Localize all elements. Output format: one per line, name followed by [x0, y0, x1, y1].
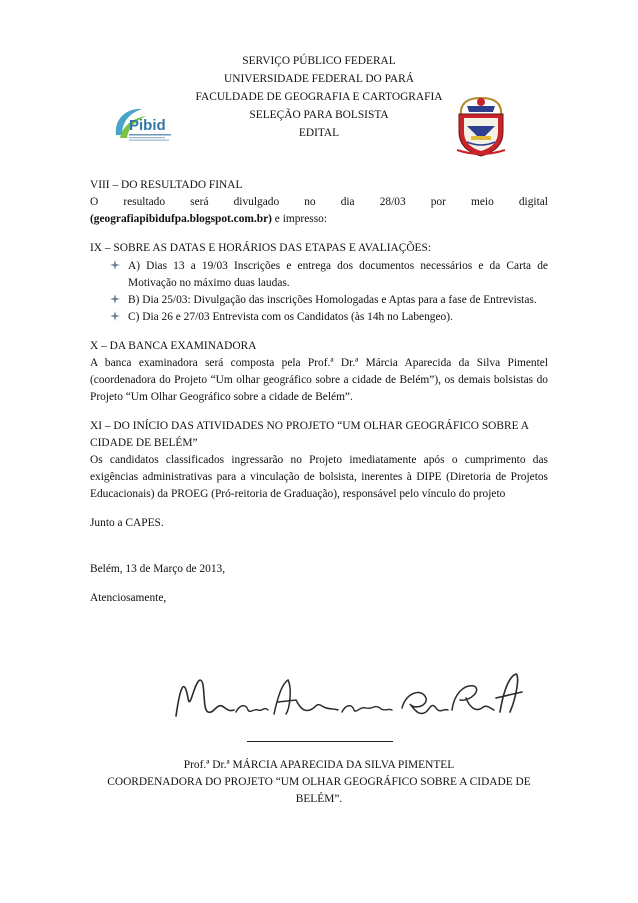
pibid-logo-text: Pibid — [129, 117, 166, 134]
section-10-title: X – DA BANCA EXAMINADORA — [90, 340, 257, 352]
star-bullet-icon — [110, 311, 120, 321]
pibid-logo — [112, 105, 184, 145]
section-11-text: Os candidatos classificados ingressarão no Projeto imediatamente após o cumprimento das exigências administrativas para a vinculação de bolsista, inerentes à DIPE (Diretoria de Projetos Educacionais) da PROEG (Pró-reitoria de Graduação), responsável pelo vínculo do projeto — [90, 454, 548, 500]
section-8-word: dia — [340, 196, 355, 208]
date-line: Belém, 13 de Março de 2013, — [90, 563, 226, 575]
section-10-text: A banca examinadora será composta pela Prof.ª Dr.ª Márcia Aparecida da Silva Pimentel (coordenadora do Projeto “Um olhar geográfico sobre a cidade de Belém”), os demais bolsistas do Projeto “Um Olhar Geográfico sobre a cidade de Belém”. — [90, 357, 548, 403]
schedule-item-text: B) Dia 25/03: Divulgação das inscrições Homologadas e Aptas para a fase de Entrevistas. — [128, 294, 537, 306]
handwritten-signature — [170, 668, 530, 728]
section-8-rest: e impresso: — [271, 213, 327, 225]
section-8-word: divulgado — [233, 196, 280, 208]
section-8-word: no — [304, 196, 316, 208]
section-8-word: meio — [470, 196, 494, 208]
list-item — [128, 309, 548, 326]
star-bullet-icon — [110, 294, 120, 304]
schedule-item-text: C) Dia 26 e 27/03 Entrevista com os Candidatos (às 14h no Labengeo). — [128, 311, 453, 323]
section-11-continuation: Junto a CAPES. — [90, 517, 164, 529]
section-8-word: será — [190, 196, 209, 208]
signatory-name: Prof.ª Dr.ª MÁRCIA APARECIDA DA SILVA PIMENTEL — [183, 759, 455, 771]
signature-block — [0, 757, 638, 808]
header-text — [0, 52, 638, 142]
section-9-title: IX – SOBRE AS DATAS E HORÁRIOS DAS ETAPAS E AVALIAÇÕES: — [90, 242, 432, 254]
section-8-line-2 — [90, 211, 548, 228]
section-8-line-1 — [90, 194, 548, 211]
blog-link[interactable]: (geografiapibidufpa.blogspot.com.br) — [90, 213, 272, 225]
header-line-2: UNIVERSIDADE FEDERAL DO PARÁ — [224, 73, 414, 85]
section-8-word: por — [430, 196, 446, 208]
schedule-list — [90, 258, 548, 326]
ufpa-coat-of-arms-icon — [453, 92, 509, 160]
signature-line — [247, 741, 393, 742]
schedule-item-text: A) Dias 13 a 19/03 Inscrições e entrega dos documentos necessários e da Carta de Motivação no máximo duas laudas. — [128, 260, 548, 289]
signatory-role: COORDENADORA DO PROJETO “UM OLHAR GEOGRÁFICO SOBRE A CIDADE DE BELÉM”. — [107, 776, 531, 805]
section-8-title: VIII – DO RESULTADO FINAL — [90, 179, 243, 191]
section-8-word: 28/03 — [379, 196, 406, 208]
star-bullet-icon — [110, 260, 120, 270]
section-8-word: digital — [518, 196, 548, 208]
document-body — [90, 177, 548, 607]
header-line-4: SELEÇÃO PARA BOLSISTA — [249, 109, 389, 121]
document-header — [0, 52, 638, 162]
section-11-title: XI – DO INÍCIO DAS ATIVIDADES NO PROJETO “UM OLHAR GEOGRÁFICO SOBRE A CIDADE DE BELÉM” — [90, 420, 529, 449]
salutation: Atenciosamente, — [90, 592, 167, 604]
list-item — [128, 258, 548, 292]
header-line-5: EDITAL — [298, 127, 340, 139]
section-8-word: resultado — [123, 196, 166, 208]
section-8-word: O — [90, 196, 99, 208]
list-item — [128, 292, 548, 309]
header-line-3: FACULDADE DE GEOGRAFIA E CARTOGRAFIA — [195, 91, 443, 103]
header-line-1: SERVIÇO PÚBLICO FEDERAL — [242, 55, 396, 67]
